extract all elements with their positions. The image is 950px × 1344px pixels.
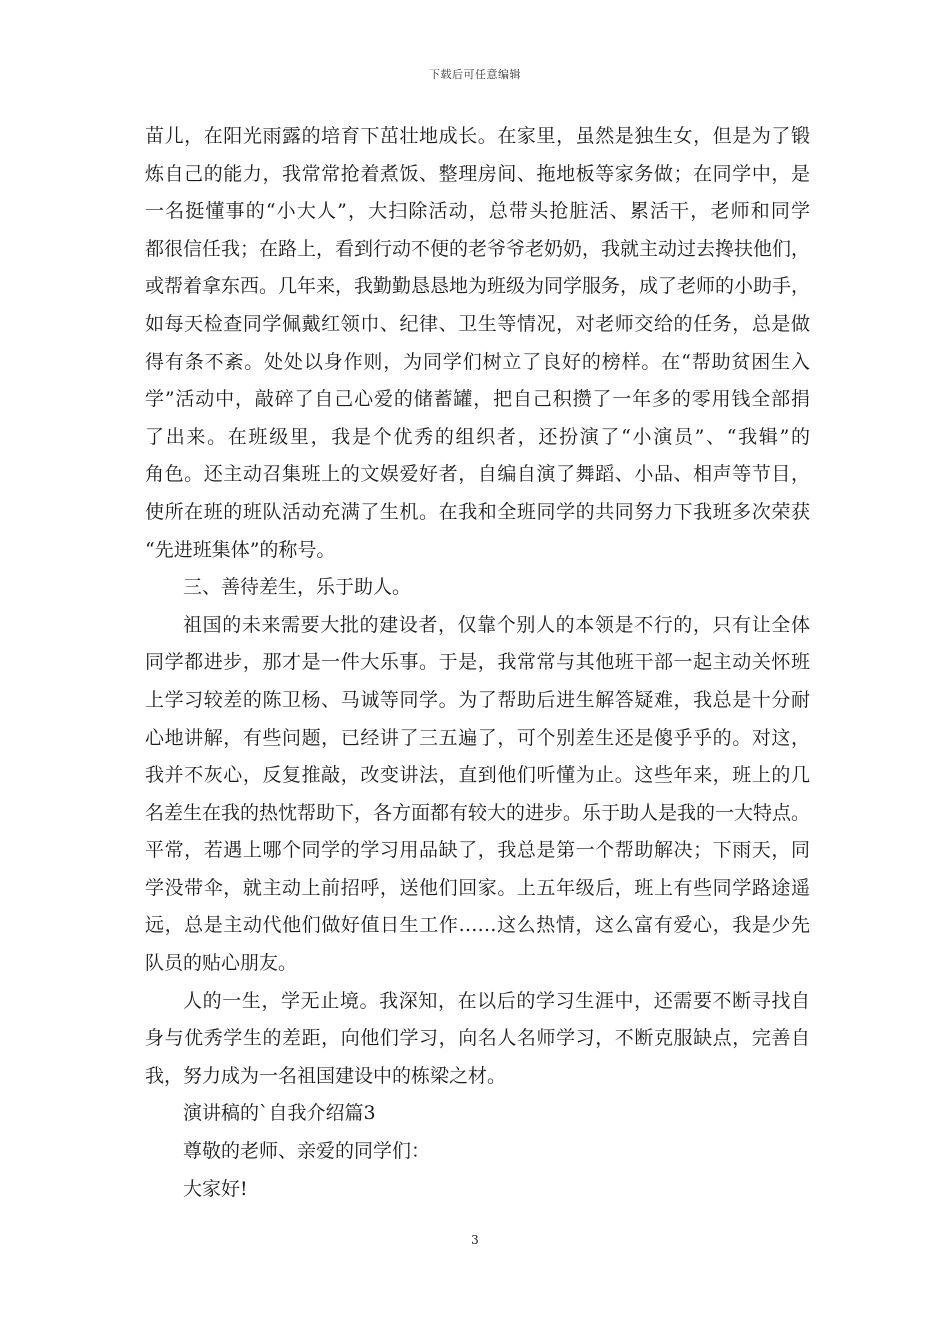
text-line: 使所在班的班队活动充满了生机。在我和全班同学的共同努力下我班多次荣获	[145, 500, 810, 523]
text-line: 上学习较差的陈卫杨、马诚等同学。为了帮助后进生解答疑难，我总是十分耐	[145, 688, 810, 711]
text-line: 苗儿，在阳光雨露的培育下茁壮地成长。在家里，虽然是独生女，但是为了锻	[145, 125, 810, 147]
text-line: 尊敬的老师、亲爱的同学们：	[183, 1140, 431, 1163]
document-body	[145, 118, 810, 1208]
text-line: “先进班集体”的称号。	[145, 538, 336, 561]
text-line: 学”活动中，敲碎了自己心爱的储蓄罐，把自己积攒了一年多的零用钱全部捐	[145, 388, 810, 411]
text-line: 学没带伞，就主动上前招呼，送他们回家。上五年级后，班上有些同学路途遥	[145, 876, 810, 899]
text-line: 都很信任我；在路上，看到行动不便的老爷爷老奶奶，我就主动过去搀扶他们，	[145, 237, 811, 260]
text-line: 三、善待差生，乐于助人。	[183, 576, 412, 599]
text-line: 身与优秀学生的差距，向他们学习，向名人名师学习，不断克服缺点，完善自	[145, 1027, 810, 1050]
text-line: 队员的贴心朋友。	[145, 952, 298, 975]
text-line: 祖国的未来需要大批的建设者，仅靠个别人的本领是不行的，只有让全体	[183, 613, 810, 636]
text-line: 心地讲解，有些问题，已经讲了三五遍了，可个别差生还是傻乎乎的。对这，	[145, 726, 810, 749]
text-line: 角色。还主动召集班上的文娱爱好者，自编自演了舞蹈、小品、相声等节目，	[145, 463, 810, 486]
text-line: 远，总是主动代他们做好值日生工作……这么热情，这么富有爱心，我是少先	[145, 914, 810, 937]
text-line: 如每天检查同学佩戴红领巾、纪律、卫生等情况，对老师交给的任务，总是做	[145, 312, 810, 335]
text-line: 我，努力成为一名祖国建设中的栋梁之材。	[145, 1064, 507, 1087]
text-line: 平常，若遇上哪个同学的学习用品缺了，我总是第一个帮助解决；下雨天，同	[145, 839, 810, 862]
page-number: 3	[471, 1233, 479, 1247]
text-line: 得有条不紊。处处以身作则，为同学们树立了良好的榜样。在“帮助贫困生入	[145, 350, 810, 373]
text-line: 同学都进步，那才是一件大乐事。于是，我常常与其他班干部一起主动关怀班	[145, 651, 810, 674]
text-line: 或帮着拿东西。几年来，我勤勤恳恳地为班级为同学服务，成了老师的小助手，	[145, 275, 811, 298]
text-line: 炼自己的能力，我常常抢着煮饭、整理房间、拖地板等家务做；在同学中，是	[145, 162, 810, 185]
text-line: 名差生在我的热忱帮助下，各方面都有较大的进步。乐于助人是我的一大特点。	[145, 801, 811, 824]
text-line: 大家好!	[183, 1177, 248, 1200]
text-line: 我并不灰心，反复推敲，改变讲法，直到他们听懂为止。这些年来，班上的几	[145, 764, 810, 787]
text-line: 了出来。在班级里，我是个优秀的组织者，还扮演了“小演员”、“我辑”的	[145, 425, 810, 448]
page-header: 下载后可任意编辑	[429, 68, 521, 81]
text-line: 人的一生，学无止境。我深知，在以后的学习生涯中，还需要不断寻找自	[183, 989, 810, 1012]
text-line: 演讲稿的`自我介绍篇3	[183, 1102, 376, 1125]
text-line: 一名挺懂事的“小大人”，大扫除活动，总带头抢脏活、累活干，老师和同学	[145, 200, 810, 223]
